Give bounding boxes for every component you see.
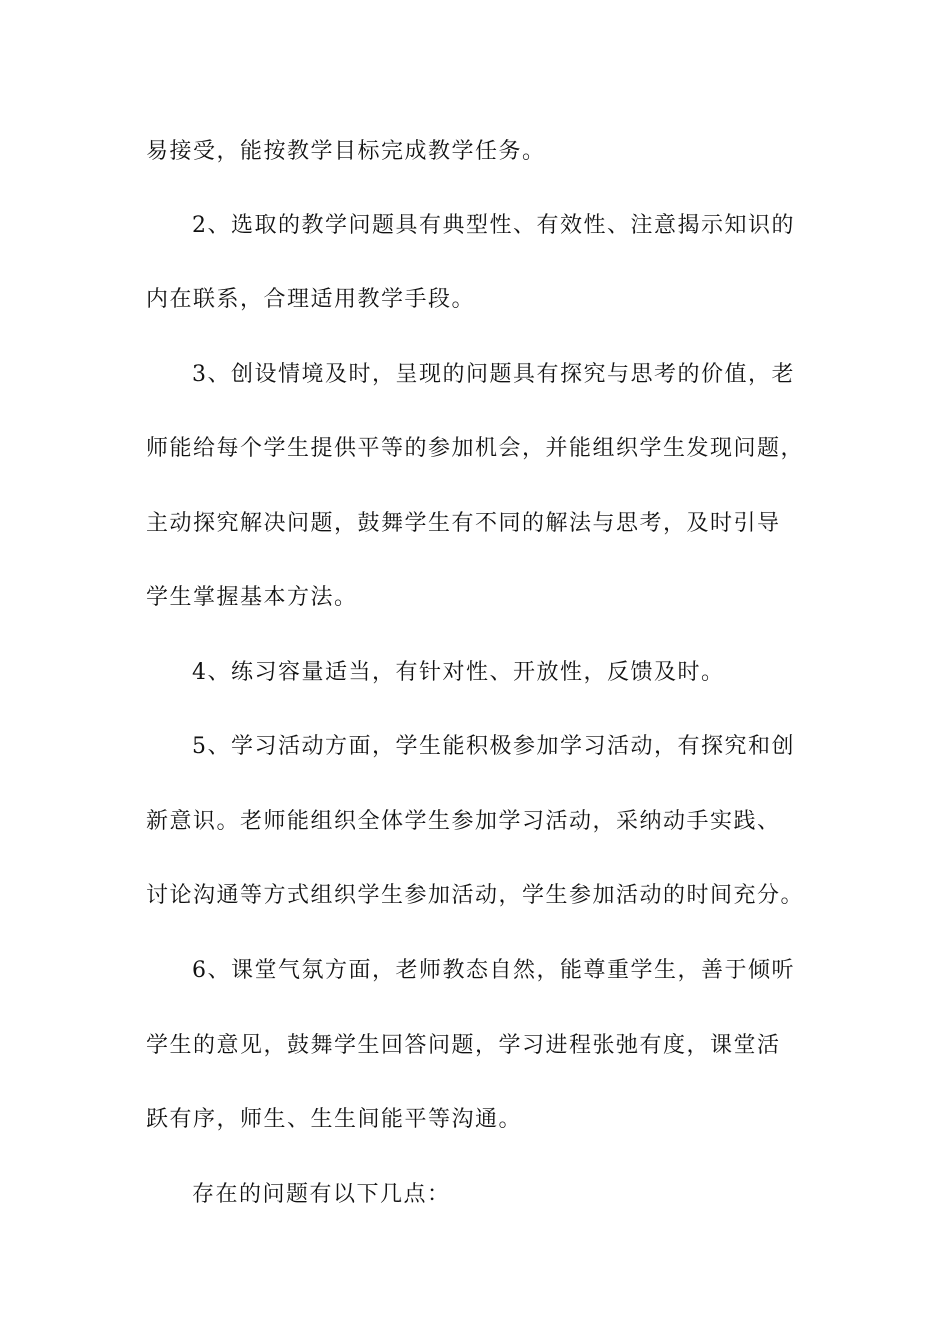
text-line: 4、练习容量适当，有针对性、开放性，反馈及时。 <box>192 660 725 685</box>
text-line: 内在联系，合理适用教学手段。 <box>146 287 476 312</box>
text-line: 师能给每个学生提供平等的参加机会，并能组织学生发现问题， <box>146 436 805 461</box>
text-line: 5、学习活动方面，学生能积极参加学习活动，有探究和创 <box>192 734 795 759</box>
text-line: 讨论沟通等方式组织学生参加活动，学生参加活动的时间充分。 <box>146 883 805 908</box>
text-line: 6、课堂气氛方面，老师教态自然，能尊重学生，善于倾听 <box>192 958 795 983</box>
text-line: 学生掌握基本方法。 <box>146 585 358 610</box>
text-line: 跃有序，师生、生生间能平等沟通。 <box>146 1107 523 1132</box>
text-line: 3、创设情境及时，呈现的问题具有探究与思考的价值，老 <box>192 362 795 387</box>
text-line: 学生的意见，鼓舞学生回答问题，学习进程张弛有度，课堂活 <box>146 1033 781 1058</box>
text-line: 2、选取的教学问题具有典型性、有效性、注意揭示知识的 <box>192 213 795 238</box>
text-line: 新意识。老师能组织全体学生参加学习活动，采纳动手实践、 <box>146 809 781 834</box>
text-line: 主动探究解决问题，鼓舞学生有不同的解法与思考，及时引导 <box>146 511 781 536</box>
text-line: 易接受，能按教学目标完成教学任务。 <box>146 139 546 164</box>
text-line: 存在的问题有以下几点： <box>192 1182 451 1207</box>
